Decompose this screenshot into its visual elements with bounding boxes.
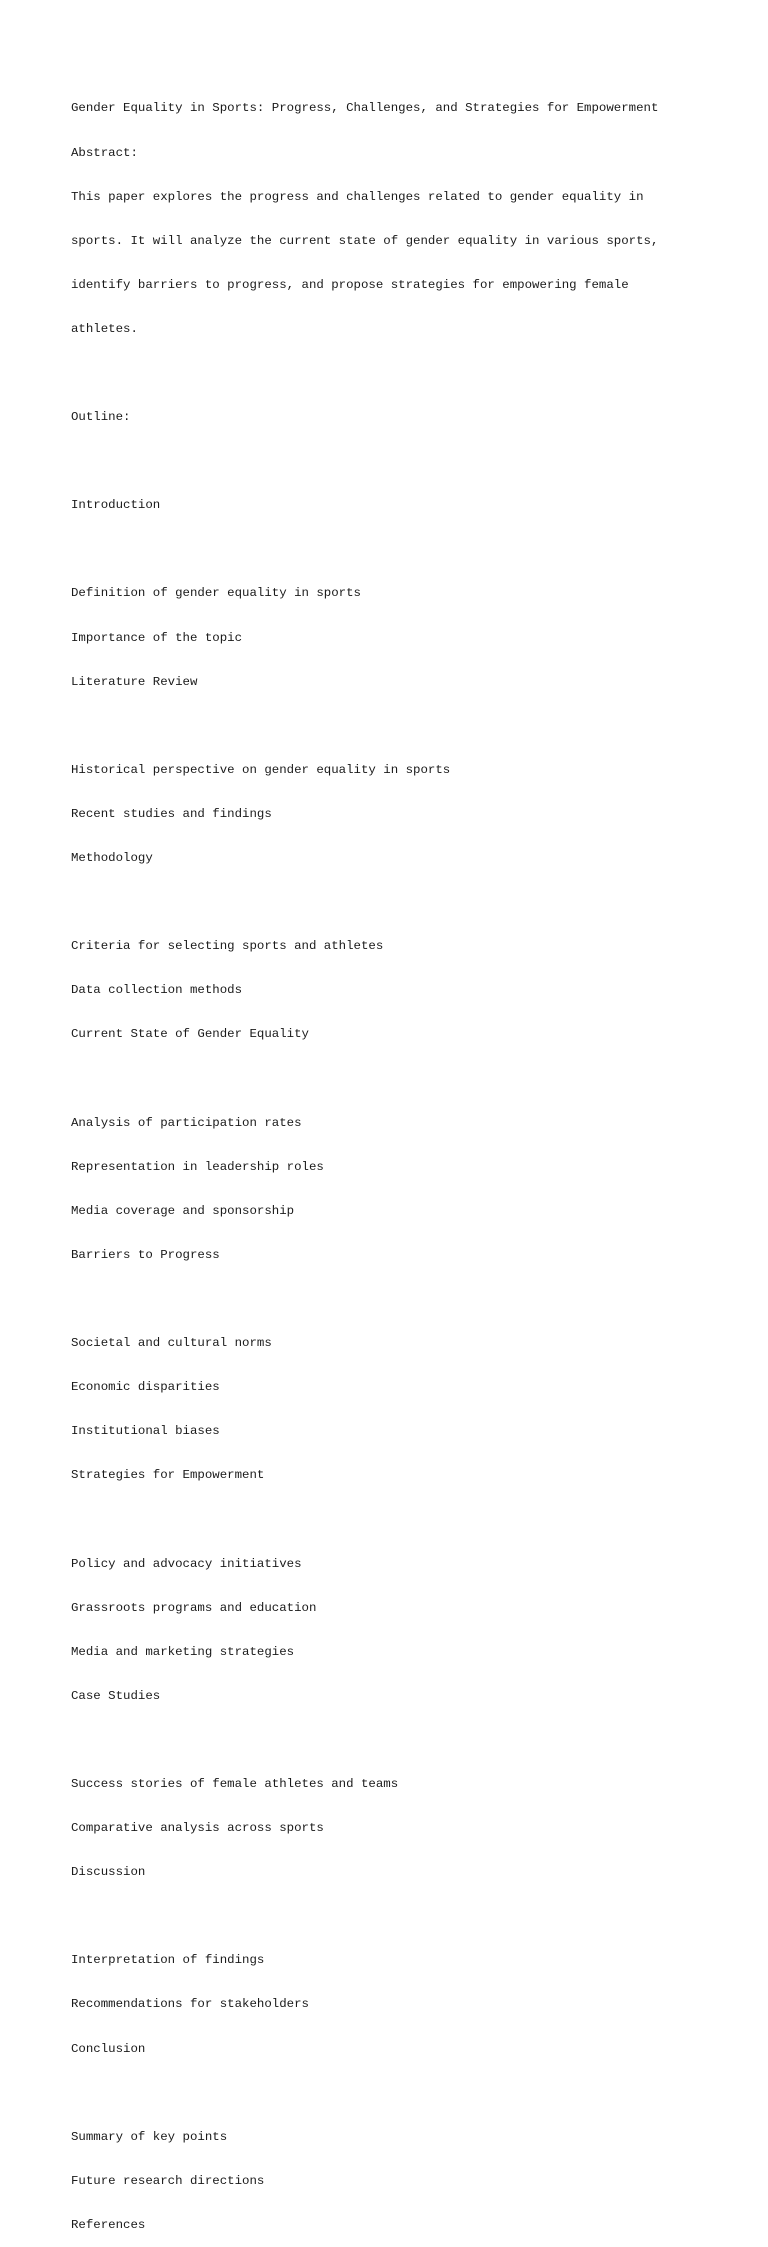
blank-line	[71, 542, 731, 557]
outline-item: Recent studies and findings	[71, 806, 272, 821]
abstract-text-line: This paper explores the progress and challenges related to gender equality in	[71, 189, 644, 204]
blank-line	[71, 1292, 731, 1307]
abstract-text-line: athletes.	[71, 321, 138, 336]
outline-item: Representation in leadership roles	[71, 1159, 324, 1174]
blank-line	[71, 1733, 731, 1748]
outline-item: Media coverage and sponsorship	[71, 1203, 295, 1218]
outline-item: Barriers to Progress	[71, 1247, 220, 1262]
outline-item: Criteria for selecting sports and athletes	[71, 939, 384, 954]
outline-item: Data collection methods	[71, 983, 243, 998]
outline-item: Media and marketing strategies	[71, 1644, 295, 1659]
blank-line	[71, 1071, 731, 1086]
outline-item: Recommendations for stakeholders	[71, 1997, 309, 2012]
blank-line	[71, 2086, 731, 2101]
outline-item: Societal and cultural norms	[71, 1336, 272, 1351]
outline-item: Historical perspective on gender equality in sports	[71, 762, 451, 777]
abstract-heading: Abstract:	[71, 145, 138, 160]
outline-heading: Outline:	[71, 410, 131, 425]
outline-item: Economic disparities	[71, 1380, 220, 1395]
outline-item: Comparative analysis across sports	[71, 1821, 324, 1836]
abstract-text-line: identify barriers to progress, and propose strategies for empowering female	[71, 277, 629, 292]
outline-item: Methodology	[71, 851, 153, 865]
blank-line	[71, 1909, 731, 1924]
outline-item: Conclusion	[71, 2041, 146, 2056]
outline-item: Analysis of participation rates	[71, 1115, 302, 1130]
document-title: Gender Equality in Sports: Progress, Challenges, and Strategies for Empowerment	[71, 101, 659, 116]
outline-item: Future research directions	[71, 2173, 265, 2188]
outline-item: Discussion	[71, 1865, 146, 1880]
outline-item: Policy and advocacy initiatives	[71, 1556, 302, 1571]
outline-item: Introduction	[71, 498, 161, 513]
blank-line	[71, 1512, 731, 1527]
outline-item: Current State of Gender Equality	[71, 1027, 309, 1042]
outline-item: Success stories of female athletes and teams	[71, 1776, 399, 1791]
outline-item: Summary of key points	[71, 2129, 228, 2144]
outline-item: Case Studies	[71, 1688, 161, 1703]
outline-item: Strategies for Empowerment	[71, 1468, 265, 1483]
outline-item: References	[71, 2217, 146, 2232]
blank-line	[71, 366, 731, 381]
blank-line	[71, 895, 731, 910]
outline-item: Literature Review	[71, 674, 198, 689]
outline-item: Definition of gender equality in sports	[71, 586, 361, 601]
blank-line	[71, 454, 731, 469]
outline-item: Grassroots programs and education	[71, 1600, 317, 1615]
outline-item: Importance of the topic	[71, 630, 243, 645]
abstract-text-line: sports. It will analyze the current state of gender equality in various sports,	[71, 233, 659, 248]
outline-item: Interpretation of findings	[71, 1953, 265, 1968]
blank-line	[71, 719, 731, 734]
outline-item: Institutional biases	[71, 1424, 220, 1439]
document-body	[71, 72, 731, 2247]
